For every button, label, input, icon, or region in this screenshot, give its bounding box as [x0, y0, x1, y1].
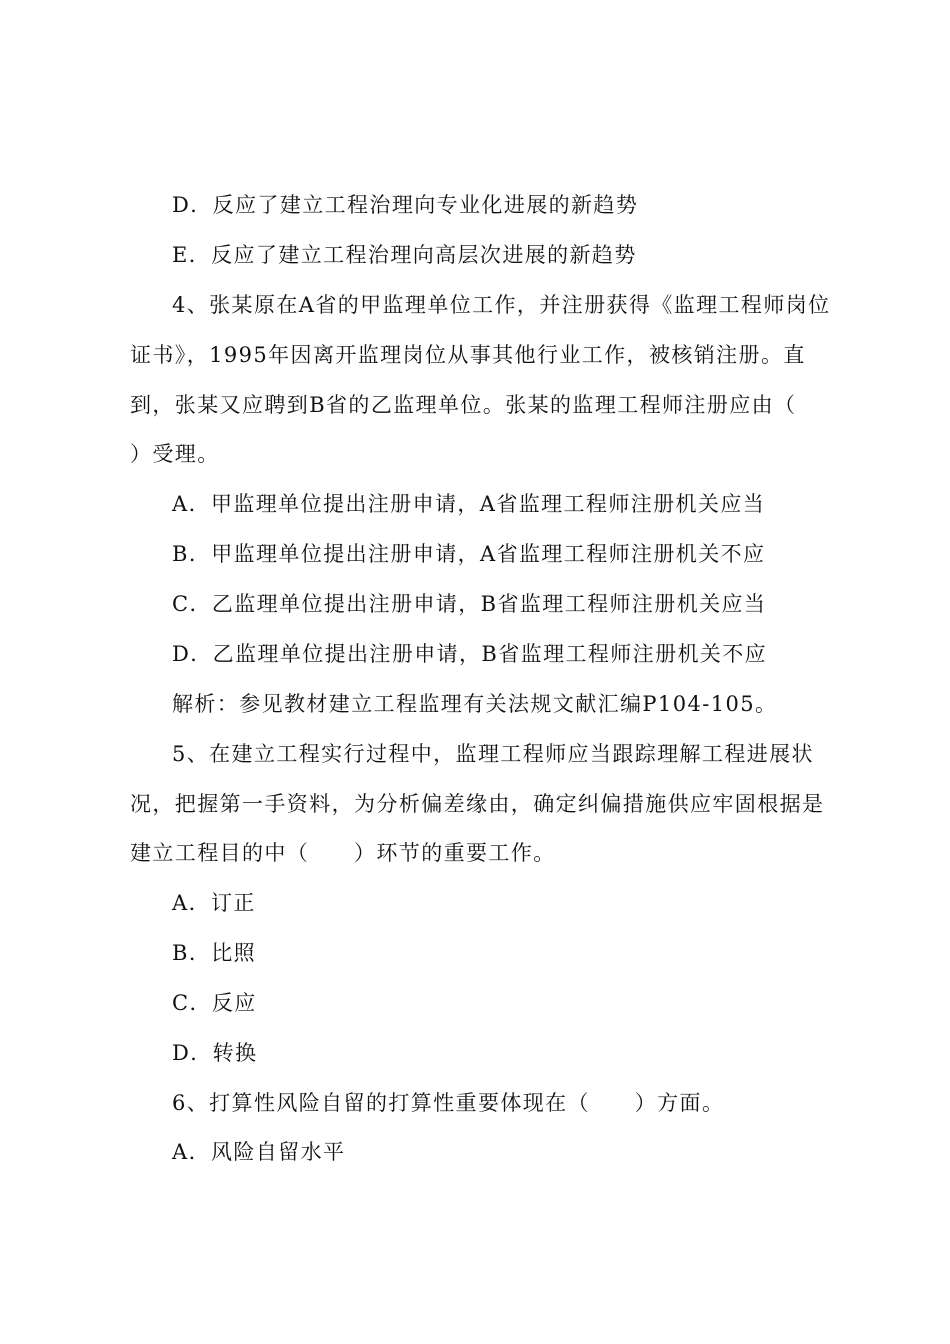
option-d-q3: D．反应了建立工程治理向专业化进展的新趋势 [172, 193, 639, 217]
question-5-line-3: 建立工程目的中（ ）环节的重要工作。 [130, 841, 556, 865]
option-e-q3: E．反应了建立工程治理向高层次进展的新趋势 [172, 243, 637, 267]
option-d-q4: D．乙监理单位提出注册申请，B省监理工程师注册机关不应 [172, 642, 768, 666]
option-a-q4: A．甲监理单位提出注册申请，A省监理工程师注册机关应当 [172, 492, 766, 516]
analysis-q4: 解析：参见教材建立工程监理有关法规文献汇编P104-105。 [172, 692, 778, 716]
option-a-q5: A．订正 [172, 891, 256, 915]
question-4-line-2: 证书》，1995年因离开监理岗位从事其他行业工作，被核销注册。直 [130, 343, 806, 367]
option-b-q5: B．比照 [172, 941, 257, 965]
question-6-line-1: 6、打算性风险自留的打算性重要体现在（ ）方面。 [172, 1091, 725, 1115]
question-5-line-2: 况，把握第一手资料，为分析偏差缘由，确定纠偏措施供应牢固根据是 [130, 792, 825, 816]
question-4-line-3: 到，张某又应聘到B省的乙监理单位。张某的监理工程师注册应由（ [130, 393, 797, 417]
option-d-q5: D．转换 [172, 1041, 258, 1065]
option-c-q4: C．乙监理单位提出注册申请，B省监理工程师注册机关应当 [172, 592, 767, 616]
question-5-line-1: 5、在建立工程实行过程中，监理工程师应当跟踪理解工程进展状 [172, 742, 814, 766]
option-a-q6: A．风险自留水平 [172, 1140, 346, 1164]
question-4-line-1: 4、张某原在A省的甲监理单位工作，并注册获得《监理工程师岗位 [172, 293, 831, 317]
option-c-q5: C．反应 [172, 991, 257, 1015]
option-b-q4: B．甲监理单位提出注册申请，A省监理工程师注册机关不应 [172, 542, 766, 566]
question-4-line-4: ）受理。 [130, 442, 220, 466]
